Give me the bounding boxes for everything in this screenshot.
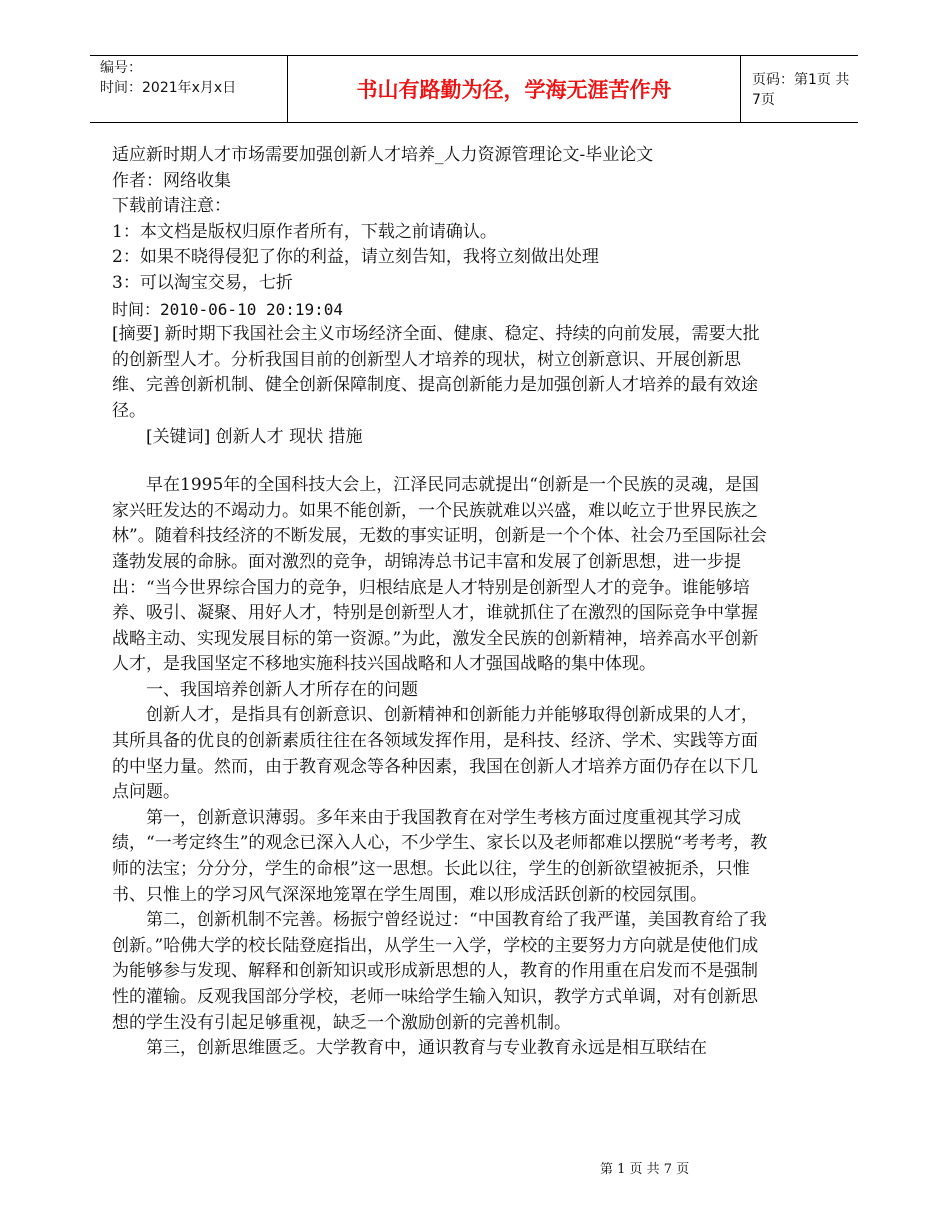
notice-item-1: 1：本文档是版权归原作者所有，下载之前请确认。 <box>112 221 497 242</box>
header-number-label: 编号： <box>100 60 142 76</box>
document-title: 适应新时期人才市场需要加强创新人才培养_人力资源管理论文-毕业论文 <box>112 145 654 165</box>
section-heading-1: 一、我国培养创新人才所存在的问题 <box>146 679 418 700</box>
keywords: [关键词] 创新人才 现状 措施 <box>146 426 363 447</box>
notice-item-3: 3：可以淘宝交易，七折 <box>112 272 293 293</box>
notice-item-2: 2：如果不晓得侵犯了你的利益，请立刻告知，我将立刻做出处理 <box>112 247 599 268</box>
document-time: 时间：2010-06-10 20:19:04 <box>112 299 344 319</box>
blank-line <box>112 450 772 473</box>
paragraph-1: 早在1995年的全国科技大会上，江泽民同志就提出“创新是一个民族的灵魂，是国家兴旺发达的不竭动力。如果不能创新，一个民族就难以兴盛，难以屹立于世界民族之林”。随着科技经济的不断发展，无数的事实证明，创新是一个个体、社会乃至国际社会蓬勃发展的命脉。面对激烈的竞争，胡锦涛总书记丰富和发展了创新思想，进一步提出：“当今世界综合国力的竞争，归根结底是人才特别是创新型人才的竞争。谁能够培养、吸引、凝聚、用好人才，特别是创新型人才，谁就抓住了在激烈的国际竞争中掌握战略主动、实现发展目标的第一资源。”为此，激发全民族的创新精神，培养高水平创新人才，是我国坚定不移地实施科技兴国战略和人才强国战略的集中体现。 <box>112 475 767 675</box>
footer-page-label: 第 1 页 共 7 页 <box>600 1162 690 1177</box>
document-author: 作者：网络收集 <box>112 170 231 191</box>
document-body <box>112 143 772 1062</box>
header-time-label: 时间：2021年x月x日 <box>100 80 237 96</box>
header-page-info: 页码：第1页 共7页 <box>752 72 850 108</box>
paragraph-5: 第三，创新思维匮乏。大学教育中，通识教育与专业教育永远是相互联结在 <box>146 1038 707 1059</box>
header-motto: 书山有路勤为径，学海无涯苦作舟 <box>287 56 741 122</box>
page-header <box>90 55 858 123</box>
paragraph-3: 第一，创新意识薄弱。多年来由于我国教育在对学生考核方面过度重视其学习成绩，“一考定终生”的观念已深入人心，不少学生、家长以及老师都难以摆脱“考考考，教师的法宝；分分分，学生的命根”这一思想。长此以往，学生的创新欲望被扼杀，只惟书、只惟上的学习风气深深地笼罩在学生周围，难以形成活跃创新的校园氛围。 <box>112 807 768 905</box>
paragraph-2: 创新人才，是指具有创新意识、创新精神和创新能力并能够取得创新成果的人才，其所具备的优良的创新素质往往在各领域发挥作用，是科技、经济、学术、实践等方面的中坚力量。然而，由于教育观念等各种因素，我国在创新人才培养方面仍存在以下几点问题。 <box>112 705 758 803</box>
header-meta <box>100 58 236 98</box>
notice-heading: 下载前请注意： <box>112 196 231 217</box>
abstract: [摘要] 新时期下我国社会主义市场经济全面、健康、稳定、持续的向前发展，需要大批的创新型人才。分析我国目前的创新型人才培养的现状，树立创新意识、开展创新思维、完善创新机制、健全创新保障制度、提高创新能力是加强创新人才培养的最有效途径。 <box>112 324 760 421</box>
paragraph-4: 第二，创新机制不完善。杨振宁曾经说过：“中国教育给了我严谨，美国教育给了我创新。”哈佛大学的校长陆登庭指出，从学生一入学，学校的主要努力方向就是使他们成为能够参与发现、解释和创新知识或形成新思想的人，教育的作用重在启发而不是强制性的灌输。反观我国部分学校，老师一味给学生输入知识，教学方式单调，对有创新思想的学生没有引起足够重视，缺乏一个激励创新的完善机制。 <box>112 910 767 1033</box>
